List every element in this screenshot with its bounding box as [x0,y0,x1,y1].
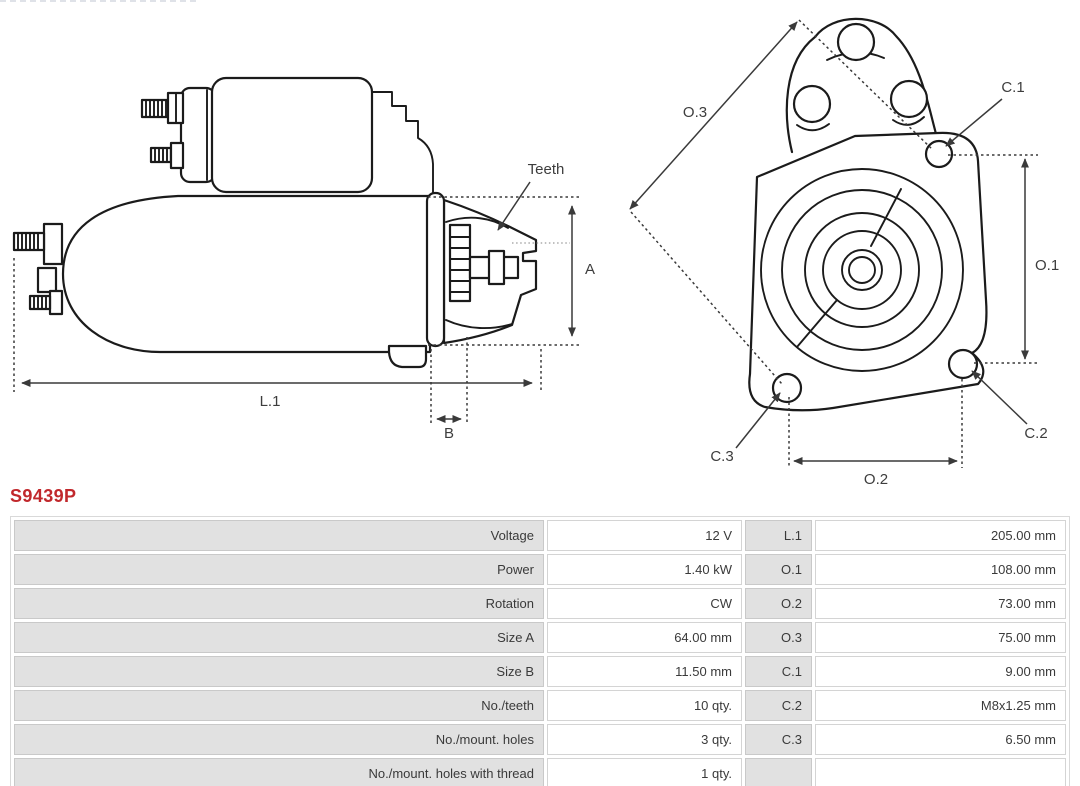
dim-l1-label: L.1 [259,393,281,410]
spec-dim-label-cell: L.1 [745,520,812,551]
spec-dim-value-cell: 6.50 mm [815,724,1066,755]
spec-dim-label-cell: C.2 [745,690,812,721]
dim-b-label: B [443,425,455,442]
spec-value-cell: 10 qty. [547,690,742,721]
spec-row [14,520,1066,551]
dim-o1-label: O.1 [1035,257,1060,274]
spec-value-cell: 1 qty. [547,758,742,786]
spec-row [14,690,1066,721]
spec-label-cell: Size B [14,656,544,687]
spec-label-cell: Size A [14,622,544,653]
dim-c2-label: C.2 [1024,425,1048,442]
spec-row [14,622,1066,653]
spec-dim-value-cell [815,758,1066,786]
spec-label-cell: No./teeth [14,690,544,721]
spec-row [14,554,1066,585]
spec-dim-value-cell: M8x1.25 mm [815,690,1066,721]
dim-o3-label: O.3 [682,104,708,121]
spec-label-cell: Rotation [14,588,544,619]
dim-c3-label: C.3 [710,448,734,465]
spec-value-cell: 64.00 mm [547,622,742,653]
part-number: S9439P [10,486,77,506]
spec-label-cell: No./mount. holes with thread [14,758,544,786]
starter-side-view-drawing [14,78,595,442]
spec-value-cell: CW [547,588,742,619]
spec-value-cell: 12 V [547,520,742,551]
spec-dim-label-cell: O.3 [745,622,812,653]
spec-dim-value-cell: 205.00 mm [815,520,1066,551]
spec-table [10,516,1070,786]
spec-value-cell: 11.50 mm [547,656,742,687]
spec-dim-value-cell: 108.00 mm [815,554,1066,585]
spec-dim-label-cell: O.1 [745,554,812,585]
dim-o2-label: O.2 [863,471,889,488]
spec-row [14,724,1066,755]
starter-front-view-drawing [630,19,1059,488]
spec-dim-value-cell: 75.00 mm [815,622,1066,653]
teeth-label: Teeth [527,161,565,178]
spec-value-cell: 3 qty. [547,724,742,755]
spec-dim-label-cell [745,758,812,786]
dim-a-label: A [585,261,596,278]
spec-dim-label-cell: C.1 [745,656,812,687]
spec-dim-label-cell: C.3 [745,724,812,755]
dim-c1-label: C.1 [1001,79,1025,96]
spec-dim-label-cell: O.2 [745,588,812,619]
spec-dim-value-cell: 9.00 mm [815,656,1066,687]
spec-table-body [14,520,1066,786]
spec-dim-value-cell: 73.00 mm [815,588,1066,619]
spec-value-cell: 1.40 kW [547,554,742,585]
spec-label-cell: Voltage [14,520,544,551]
spec-label-cell: No./mount. holes [14,724,544,755]
spec-row [14,588,1066,619]
spec-row [14,758,1066,786]
spec-row [14,656,1066,687]
spec-label-cell: Power [14,554,544,585]
